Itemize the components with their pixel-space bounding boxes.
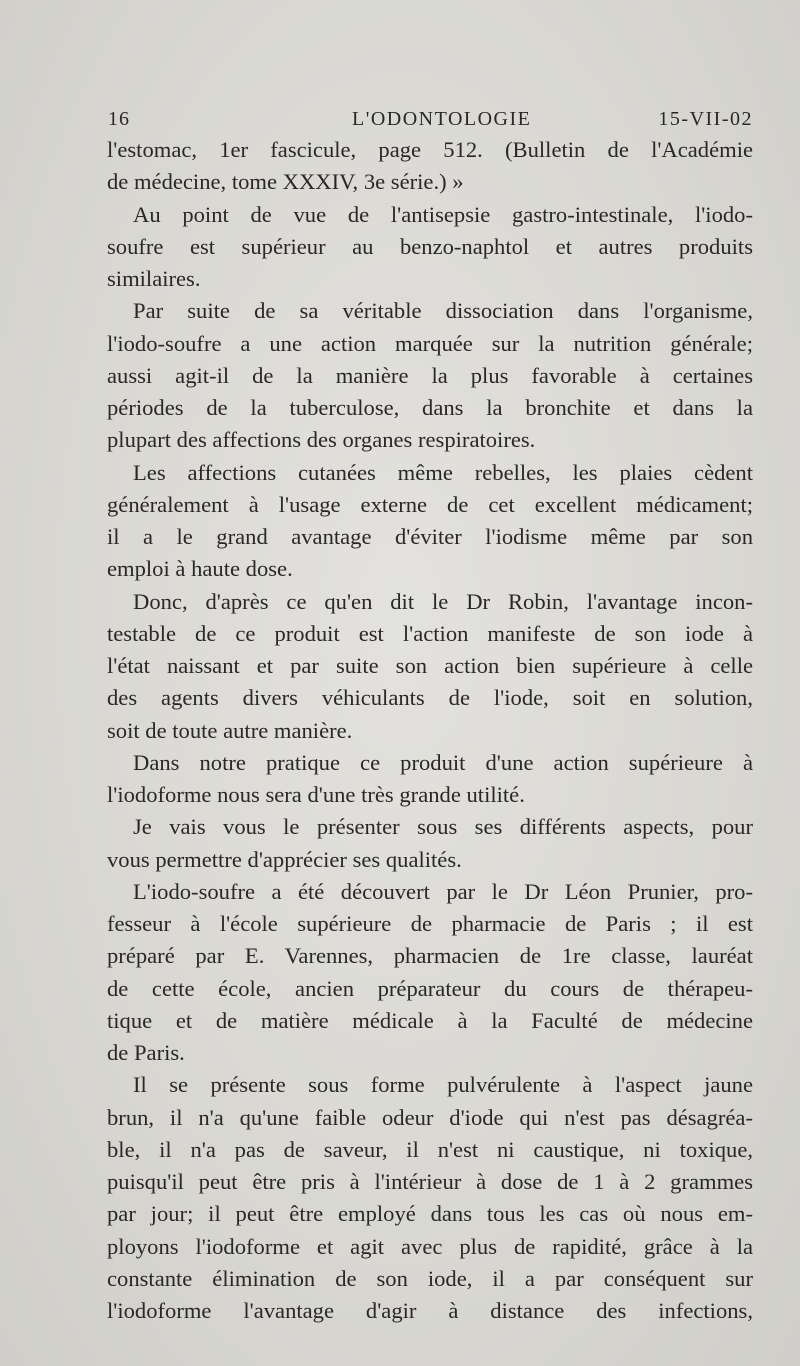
- text-line: préparé par E. Varennes, pharmacien de 1re classe, lauréat: [107, 943, 753, 969]
- text-line: périodes de la tuberculose, dans la bronchite et dans la: [107, 395, 753, 420]
- text-line: de cette école, ancien préparateur du cours de thérapeu-: [107, 975, 753, 1001]
- text-line: Par suite de sa véritable dissociation dans l'organisme,: [133, 298, 753, 324]
- body-text: [107, 134, 753, 1327]
- text-line: Dans notre pratique ce produit d'une action supérieure à: [133, 749, 753, 775]
- text-line: puisqu'il peut être pris à l'intérieur à dose de 1 à 2 grammes: [107, 1169, 753, 1194]
- text-line: aussi agit-il de la manière la plus favorable à certaines: [107, 362, 753, 388]
- text-line: constante élimination de son iode, il a par conséquent sur: [107, 1265, 753, 1291]
- journal-title: L'ODONTOLOGIE: [352, 108, 532, 130]
- text-line: généralement à l'usage externe de cet excellent médicament;: [107, 491, 753, 517]
- text-line: l'iodo-soufre a une action marquée sur la nutrition générale;: [107, 330, 753, 356]
- text-line: emploi à haute dose.: [107, 556, 293, 582]
- running-head: [108, 108, 753, 134]
- text-line: Les affections cutanées même rebelles, les plaies cèdent: [133, 459, 753, 485]
- text-line: fesseur à l'école supérieure de pharmacie de Paris ; il est: [107, 911, 753, 936]
- text-line: l'iodoforme l'avantage d'agir à distance des infections,: [107, 1298, 753, 1323]
- text-line: Il se présente sous forme pulvérulente à l'aspect jaune: [133, 1072, 753, 1098]
- text-line: similaires.: [107, 266, 201, 291]
- text-line: brun, il n'a qu'une faible odeur d'iode qui n'est pas désagréa-: [107, 1104, 753, 1130]
- text-line: de Paris.: [107, 1040, 185, 1065]
- text-line: des agents divers véhiculants de l'iode, soit en solution,: [107, 685, 753, 711]
- text-line: ployons l'iodoforme et agit avec plus de rapidité, grâce à la: [107, 1233, 753, 1259]
- text-line: par jour; il peut être employé dans tous les cas où nous em-: [107, 1201, 753, 1227]
- text-line: vous permettre d'apprécier ses qualités.: [107, 846, 462, 872]
- text-line: l'état naissant et par suite son action bien supérieure à celle: [107, 653, 753, 678]
- issue-date: 15-VII-02: [658, 108, 753, 130]
- text-line: Je vais vous le présenter sous ses différents aspects, pour: [133, 814, 753, 840]
- text-line: l'iodoforme nous sera d'une très grande utilité.: [107, 782, 525, 807]
- text-line: soit de toute autre manière.: [107, 717, 353, 743]
- text-line: plupart des affections des organes respiratoires.: [107, 427, 536, 453]
- text-line: de médecine, tome XXXIV, 3e série.) »: [107, 169, 464, 195]
- page-number: 16: [108, 108, 130, 130]
- text-line: l'estomac, 1er fascicule, page 512. (Bulletin de l'Académie: [107, 137, 753, 162]
- text-line: Donc, d'après ce qu'en dit le Dr Robin, l'avantage incon-: [133, 588, 753, 614]
- text-line: testable de ce produit est l'action manifeste de son iode à: [107, 620, 753, 646]
- text-line: L'iodo-soufre a été découvert par le Dr Léon Prunier, pro-: [133, 878, 753, 904]
- text-line: il a le grand avantage d'éviter l'iodisme même par son: [107, 524, 753, 549]
- text-line: Au point de vue de l'antisepsie gastro-intestinale, l'iodo-: [133, 201, 753, 227]
- text-line: tique et de matière médicale à la Faculté de médecine: [107, 1007, 753, 1033]
- text-line: soufre est supérieur au benzo-naphtol et autres produits: [107, 233, 753, 259]
- text-line: ble, il n'a pas de saveur, il n'est ni caustique, ni toxique,: [107, 1136, 753, 1162]
